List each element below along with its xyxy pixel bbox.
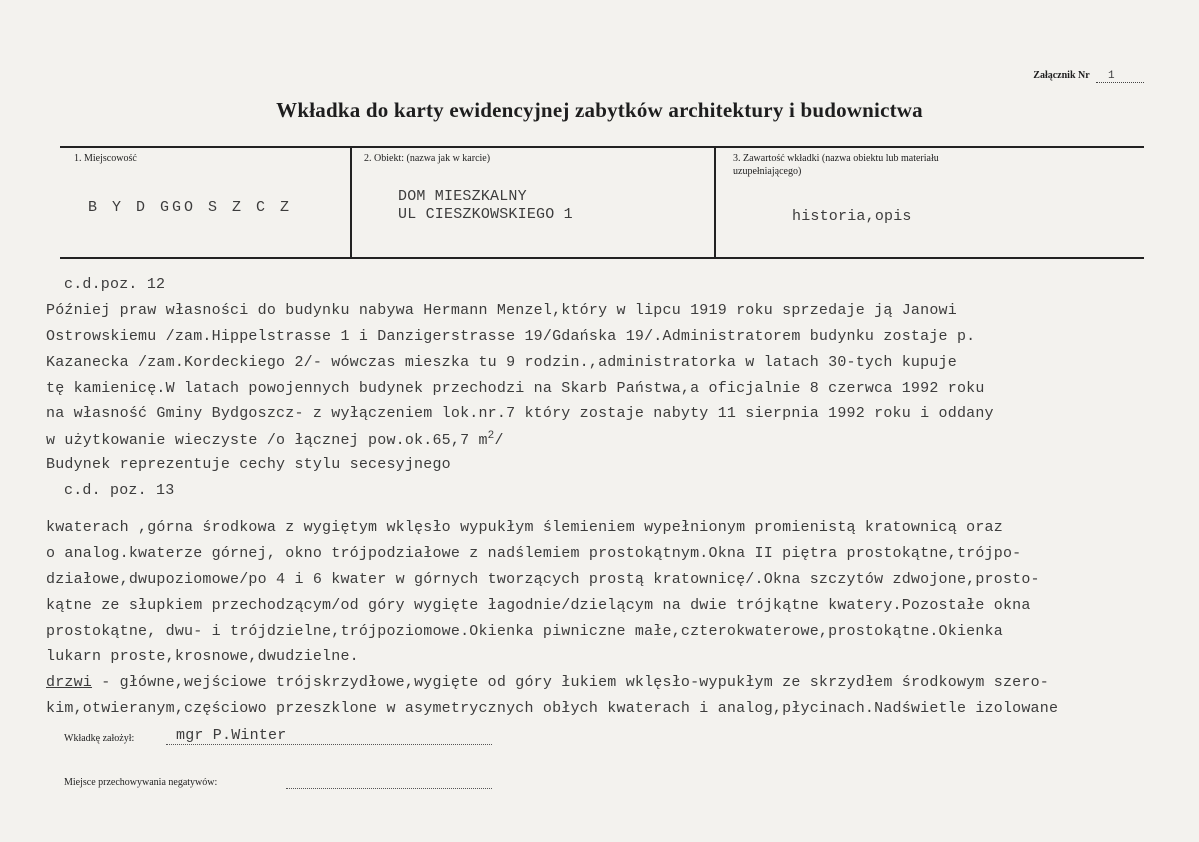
body-line: kwaterach ,górna środkowa z wygiętym wklęsło wypukłym ślemieniem wypełnionym promienistą kratownicą oraz — [46, 519, 1003, 536]
contents-label-line2: uzupełniającego) — [733, 166, 802, 177]
body-line: Później praw własności do budynku nabywa Hermann Menzel,który w lipcu 1919 roku sprzedaje ją Janowi — [46, 302, 957, 319]
locality-value: B Y D GGO S Z C Z — [88, 199, 293, 216]
body-line: prostokątne, dwu- i trójdzielne,trójpoziomowe.Okienka piwniczne małe,czterokwaterowe,prostokątne.Okienka — [46, 623, 1003, 640]
body-line-area — [46, 430, 504, 449]
doors-text: - główne,wejściowe trójskrzydłowe,wygięte od góry łukiem wklęsło-wypukłym ze skrzydłem środkowym szero- — [92, 674, 1049, 691]
area-closing: / — [494, 432, 504, 449]
column-divider-1 — [350, 148, 352, 258]
body-line: Kazanecka /zam.Kordeckiego 2/- wówczas mieszka tu 9 rodzin.,administratorka w latach 30-tych kupuje — [46, 354, 957, 371]
object-value-line2: UL CIESZKOWSKIEGO 1 — [398, 206, 573, 223]
body-line: tę kamienicę.W latach powojennych budynek przechodzi na Skarb Państwa,a oficjalnie 8 czerwca 1992 roku — [46, 380, 985, 397]
negatives-field — [286, 788, 492, 789]
column-divider-2 — [714, 148, 716, 258]
body-line-area-text: w użytkowanie wieczyste /o łącznej pow.ok.65,7 m — [46, 432, 488, 449]
annex-value-field — [1096, 70, 1144, 83]
body-line: c.d. poz. 13 — [64, 482, 175, 499]
body-line: Ostrowskiemu /zam.Hippelstrasse 1 i Danzigerstrasse 19/Gdańska 19/.Administratorem budynku zostaje p. — [46, 328, 976, 345]
annex-label: Załącznik Nr — [1033, 70, 1090, 81]
annex-number — [1033, 70, 1144, 83]
table-top-rule — [60, 146, 1144, 148]
negatives-label: Miejsce przechowywania negatywów: — [64, 777, 218, 788]
body-line: kątne ze słupkiem przechodzącym/od góry wygięte łagodnie/dzielącym na dwie trójkątne kwatery.Pozostałe okna — [46, 597, 1031, 614]
locality-label: 1. Miejscowość — [74, 153, 137, 164]
annex-value: 1 — [1108, 70, 1115, 82]
object-label: 2. Obiekt: (nazwa jak w karcie) — [364, 153, 491, 164]
body-line: kim,otwieranym,częściowo przeszklone w asymetrycznych obłych kwaterach i analog,płycinach.Nadświetle izolowane — [46, 700, 1059, 717]
author-value: mgr P.Winter — [176, 727, 287, 744]
author-field — [166, 744, 492, 745]
table-bottom-rule — [60, 257, 1144, 259]
body-line-doors — [46, 674, 1049, 691]
area-superscript: 2 — [487, 430, 495, 442]
contents-value: historia,opis — [792, 208, 912, 225]
body-line: lukarn proste,krosnowe,dwudzielne. — [46, 648, 359, 665]
body-line: o analog.kwaterze górnej, okno trójpodziałowe z nadślemiem prostokątnym.Okna II piętra prostokątne,trójpo- — [46, 545, 1022, 562]
contents-label-line1: 3. Zawartość wkładki (nazwa obiektu lub materiału — [733, 153, 939, 164]
author-label: Wkładkę założył: — [64, 733, 135, 744]
doors-heading: drzwi — [46, 674, 93, 691]
body-line: na własność Gminy Bydgoszcz- z wyłączeniem lok.nr.7 który zostaje nabyty 11 sierpnia 1992 roku i oddany — [46, 405, 994, 422]
body-line: c.d.poz. 12 — [64, 276, 166, 293]
body-line: działowe,dwupoziomowe/po 4 i 6 kwater w górnych tworzących prostą kratownicę/.Okna szczytów zdwojone,prosto- — [46, 571, 1040, 588]
body-line: Budynek reprezentuje cechy stylu secesyjnego — [46, 456, 451, 473]
object-value-line1: DOM MIESZKALNY — [398, 188, 527, 205]
page-title: Wkładka do karty ewidencyjnej zabytków architektury i budownictwa — [276, 98, 923, 122]
